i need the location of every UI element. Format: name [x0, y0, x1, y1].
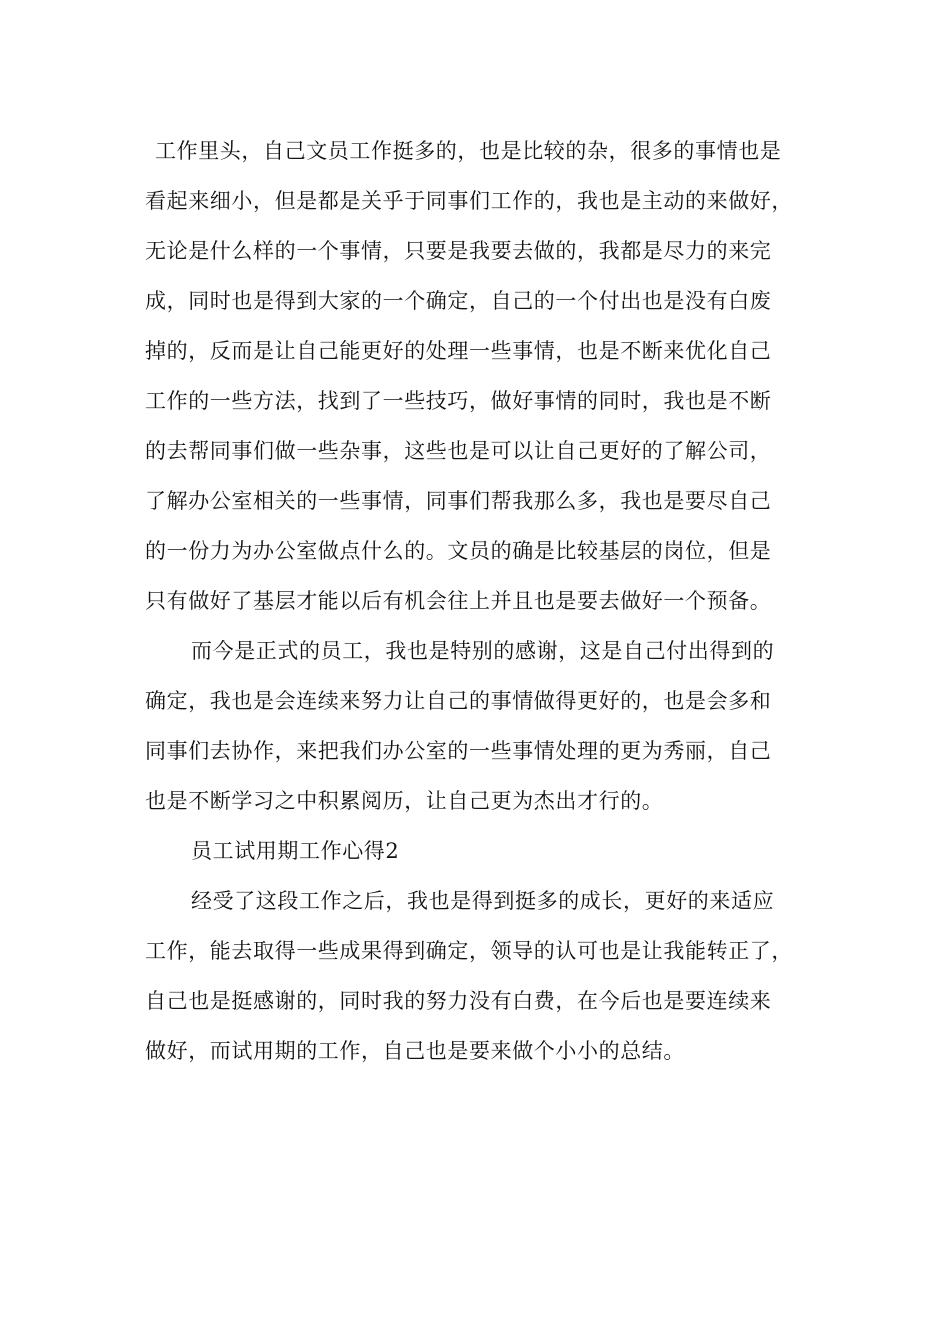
- heading-text: 员工试用期工作心得2: [191, 839, 400, 863]
- text-line: 自己也是挺感谢的，同时我的努力没有白费，在今后也是要连续来: [145, 989, 772, 1013]
- text-line: 只有做好了基层才能以后有机会往上并且也是要去做好一个预备。: [145, 589, 772, 613]
- text-line: 了解办公室相关的一些事情，同事们帮我那么多，我也是要尽自己: [145, 489, 772, 513]
- text-line: 无论是什么样的一个事情，只要是我要去做的，我都是尽力的来完: [145, 239, 772, 263]
- text-line: 工作的一些方法，找到了一些技巧，做好事情的同时，我也是不断: [145, 389, 772, 413]
- paragraph-1: [145, 126, 815, 626]
- paragraph-3: [145, 876, 815, 1076]
- text-line: 而今是正式的员工，我也是特别的感谢，这是自己付出得到的: [191, 639, 775, 663]
- text-line: 也是不断学习之中积累阅历，让自己更为杰出才行的。: [145, 789, 664, 813]
- text-line: 掉的，反而是让自己能更好的处理一些事情，也是不断来优化自己: [145, 339, 772, 363]
- text-line: 看起来细小，但是都是关乎于同事们工作的，我也是主动的来做好，: [145, 189, 793, 213]
- text-line: 做好，而试用期的工作，自己也是要来做个小小的总结。: [145, 1039, 685, 1063]
- text-line: 同事们去协作，来把我们办公室的一些事情处理的更为秀丽，自己: [145, 739, 772, 763]
- text-line: 工作，能去取得一些成果得到确定，领导的认可也是让我能转正了，: [145, 939, 793, 963]
- document-body: [145, 126, 815, 1076]
- text-line: 的一份力为办公室做点什么的。文员的确是比较基层的岗位，但是: [145, 539, 772, 563]
- text-line: 工作里头，自己文员工作挺多的，也是比较的杂，很多的事情也是: [155, 139, 782, 163]
- text-line: 确定，我也是会连续来努力让自己的事情做得更好的，也是会多和: [145, 689, 772, 713]
- section-heading: [145, 826, 815, 876]
- text-line: 的去帮同事们做一些杂事，这些也是可以让自己更好的了解公司，: [145, 439, 772, 463]
- text-line: 经受了这段工作之后，我也是得到挺多的成长，更好的来适应: [191, 889, 775, 913]
- text-line: 成，同时也是得到大家的一个确定，自己的一个付出也是没有白废: [145, 289, 772, 313]
- paragraph-2: [145, 626, 815, 826]
